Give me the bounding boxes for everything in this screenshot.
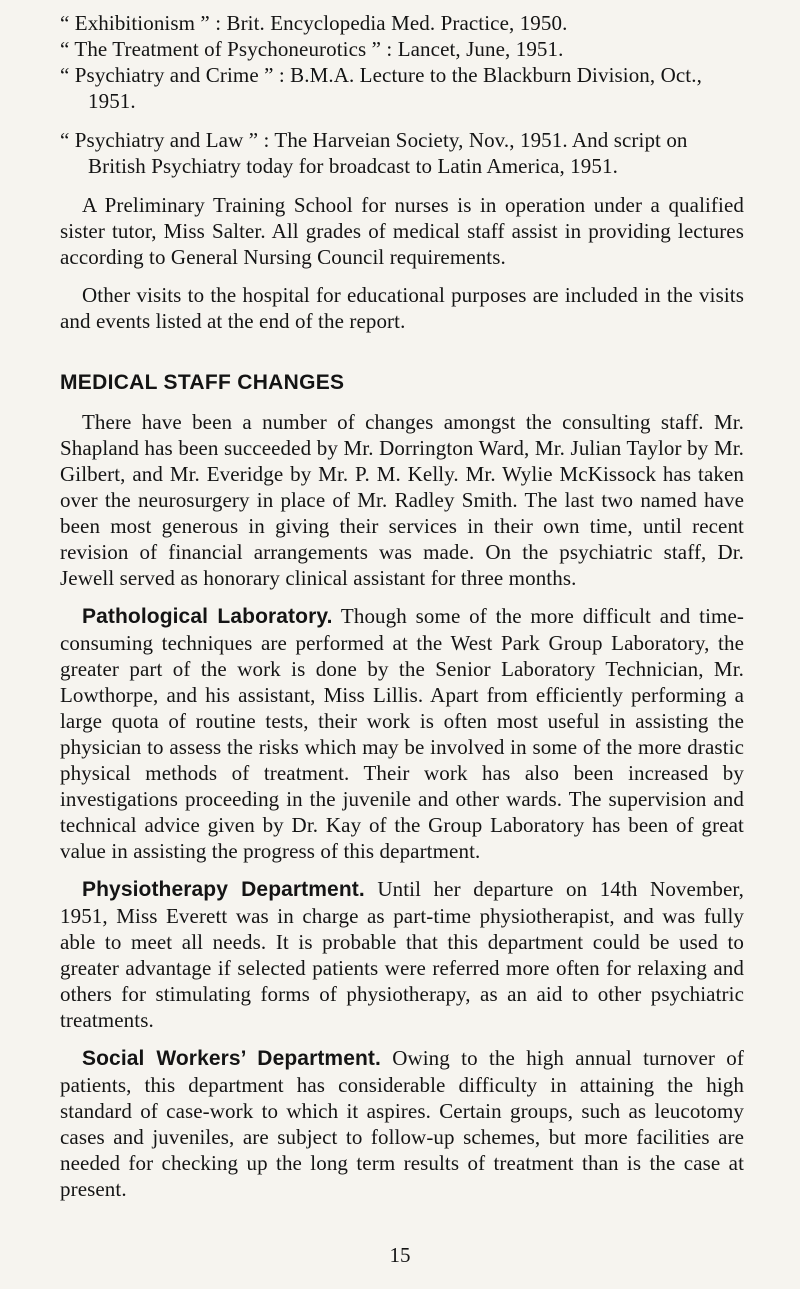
department-paragraph — [60, 876, 744, 1033]
body-paragraph: Other visits to the hospital for educational purposes are included in the visits and events listed at the end of the report. — [60, 283, 744, 333]
body-paragraph: There have been a number of changes amongst the consulting staff. Mr. Shapland has been succeeded by Mr. Dorrington Ward, Mr. Julian Taylor by Mr. Gilbert, and Mr. Everidge by Mr. P. M. Kelly. Mr. Wylie McKissock has taken over the neurosurgery in place of Mr. Radley Smith. The last two named have been most generous in giving their services in their own time, until recent revision of financial arrangements was made. On the psychiatric staff, Dr. Jewell served as honorary clinical assistant for three months. — [60, 410, 744, 590]
department-title: Pathological Laboratory. — [82, 605, 333, 628]
text-column — [60, 10, 744, 1202]
section-heading: MEDICAL STAFF CHANGES — [60, 371, 345, 394]
department-text: Though some of the more difficult and time-consuming techniques are performed at the West Park Group Laboratory, the greater part of the work is done by the Senior Laboratory Technician, Mr. Lowthorpe, and his assistant, Miss Lillis. Apart from efficiently performing a large quota of routine tests, their work is often most useful in assisting the physician to assess the risks which may be involved in some of the more drastic physical methods of treatment. Their work has also been increased by investigations proceeding in the juvenile and other wards. The supervision and technical advice given by Dr. Kay of the Group Laboratory has been of great value in assisting the progress of this department. — [60, 604, 744, 863]
page-number: 15 — [389, 1243, 411, 1267]
department-paragraph — [60, 1045, 744, 1202]
department-text: Until her departure on 14th November, 1951, Miss Everett was in charge as part-time physiotherapist, and was fully able to meet all needs. It is probable that this department could be used to greater advantage if selected patients were referred more often for relaxing and others for stimulating forms of physiotherapy, as an aid to other psychiatric treatments. — [60, 877, 744, 1032]
body-paragraph: A Preliminary Training School for nurses is in operation under a qualified sister tutor, Miss Salter. All grades of medical staff assist in providing lectures according to General Nursing Council requirements. — [60, 193, 744, 269]
reference-item: “ The Treatment of Psychoneurotics ” : Lancet, June, 1951. — [60, 37, 564, 61]
reference-item: “ Psychiatry and Crime ” : B.M.A. Lecture to the Blackburn Division, Oct., 1951. — [60, 63, 702, 113]
reference-list — [60, 10, 744, 179]
reference-item: “ Psychiatry and Law ” : The Harveian Society, Nov., 1951. And script on British Psychiatry today for broadcast to Latin America, 1951. — [60, 128, 688, 178]
department-text: Owing to the high annual turnover of patients, this department has considerable difficulty in attaining the high standard of case-work to which it aspires. Certain groups, such as leucotomy cases and juveniles, are subject to follow-up schemes, but more facilities are needed for checking up the long term results of treatment than is the case at present. — [60, 1046, 744, 1201]
department-paragraph — [60, 603, 744, 864]
department-title: Physiotherapy Department. — [82, 878, 365, 901]
reference-item: “ Exhibitionism ” : Brit. Encyclopedia Med. Practice, 1950. — [60, 11, 568, 35]
department-title: Social Workers’ Department. — [82, 1047, 381, 1070]
